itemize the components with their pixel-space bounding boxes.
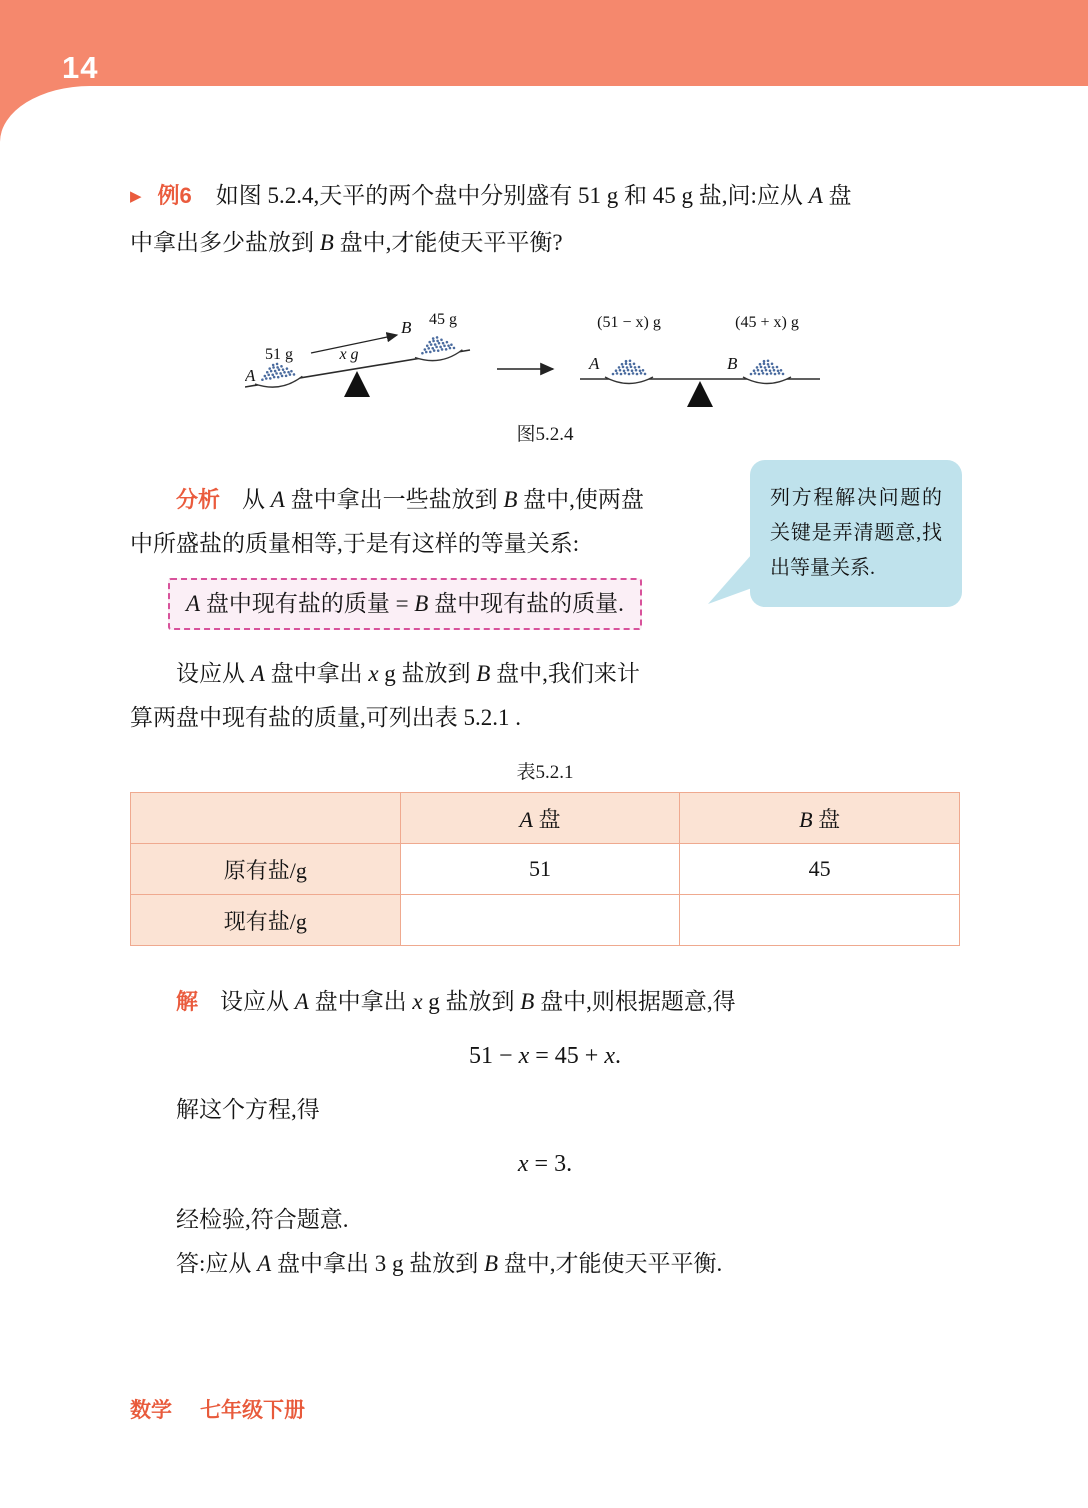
cell-original-b: 45 <box>680 844 960 895</box>
solution-intro <box>130 980 960 1024</box>
bubble-tail-icon <box>708 550 752 608</box>
mass-a-label: 51 g <box>265 346 293 363</box>
pan-a <box>252 359 303 390</box>
setup-line-1: 设应从 A 盘中拿出 x g 盐放到 B 盘中,我们来计 <box>176 661 640 686</box>
solution-intro-text: 设应从 A 盘中拿出 x g 盐放到 B 盘中,则根据题意,得 <box>220 989 736 1014</box>
pan-b <box>412 332 463 363</box>
figure-container <box>245 291 845 448</box>
cell-original-a: 51 <box>400 844 680 895</box>
analysis-label: 分析 <box>176 487 221 512</box>
tilted-scale <box>245 311 470 397</box>
content-sheet <box>0 86 1088 1508</box>
pan-a <box>605 360 653 384</box>
setup-line-2: 算两盘中现有盐的质量,可列出表 5.2.1 . <box>130 705 521 730</box>
answer-line: 答:应从 A 盘中拿出 3 g 盐放到 B 盘中,才能使天平平衡. <box>176 1251 723 1276</box>
table-corner-cell <box>131 793 401 844</box>
mass-b-expression: (45 + x) g <box>735 314 799 331</box>
pan-a-label: A <box>589 354 600 373</box>
example-text-1: 如图 5.2.4,天平的两个盘中分别盛有 51 g 和 45 g 盐,问:应从 A 盘 <box>215 183 852 208</box>
solution-label: 解 <box>176 989 199 1014</box>
example-line-2: 中拿出多少盐放到 B 盘中,才能使天平平衡? <box>130 230 563 255</box>
footer-subject: 数学 <box>130 1399 172 1422</box>
analysis-text-1: 从 A 盘中拿出一些盐放到 B 盘中,使两盘 <box>242 487 644 512</box>
side-note-text: 列方程解决问题的关键是弄清题意,找出等量关系. <box>770 487 942 579</box>
table-row-current <box>131 895 960 946</box>
figure-caption: 图5.2.4 <box>516 424 574 445</box>
mass-a-expression: (51 − x) g <box>597 314 661 331</box>
page-number: 14 <box>62 50 99 85</box>
page-footer <box>130 1394 305 1424</box>
pan-b-label: B <box>401 318 412 337</box>
salt-table <box>130 792 960 946</box>
table-caption: 表5.2.1 <box>516 762 574 783</box>
cell-current-b <box>680 895 960 946</box>
mass-b-label: 45 g <box>429 311 457 328</box>
table-row-original <box>131 844 960 895</box>
pan-b-label: B <box>727 354 738 373</box>
pan-a-label: A <box>245 366 256 385</box>
transfer-label: x g <box>339 346 359 363</box>
table-header-pan-b: B 盘 <box>680 793 960 844</box>
equation-1: 51 − x = 45 + x. <box>469 1043 621 1069</box>
table-header-row <box>131 793 960 844</box>
pan-b <box>743 360 791 384</box>
row-label-current: 现有盐/g <box>131 895 401 946</box>
balance-scale-figure <box>245 291 845 413</box>
balanced-scale <box>580 314 820 407</box>
fulcrum-icon <box>687 381 713 407</box>
table-header-pan-a: A 盘 <box>400 793 680 844</box>
footer-grade: 七年级下册 <box>200 1399 305 1422</box>
key-equation-box: A 盘中现有盐的质量 = B 盘中现有盐的质量. <box>168 578 642 630</box>
fulcrum-icon <box>344 371 370 397</box>
example-line-1 <box>130 174 960 221</box>
example-label: 例6 <box>157 183 192 208</box>
row-label-original: 原有盐/g <box>131 844 401 895</box>
equation-2: x = 3. <box>517 1151 573 1177</box>
analysis-line-2: 中所盛盐的质量相等,于是有这样的等量关系: <box>130 531 580 556</box>
cell-current-a <box>400 895 680 946</box>
solve-line: 解这个方程,得 <box>176 1097 320 1122</box>
side-note-bubble <box>750 460 962 607</box>
example-marker-icon: ▶ <box>130 189 142 205</box>
setup-paragraph <box>130 652 960 740</box>
check-line: 经检验,符合题意. <box>176 1207 349 1232</box>
